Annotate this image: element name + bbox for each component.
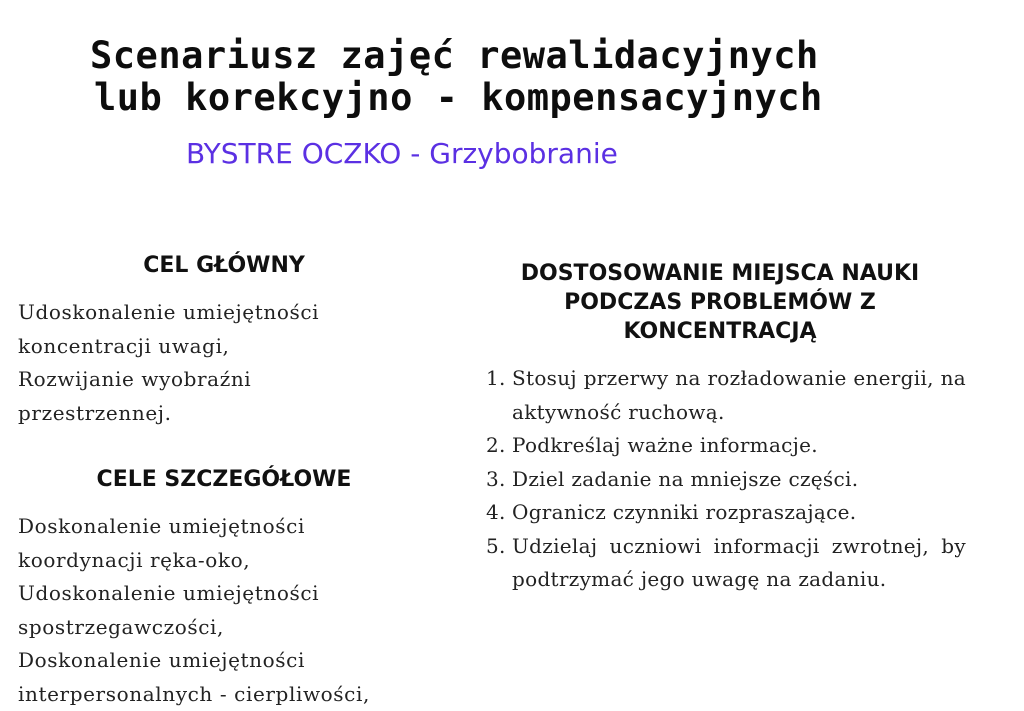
- list-item: [486, 530, 966, 597]
- specific-goals-text: [18, 510, 370, 711]
- specific-goal-line: Doskonalenie umiejętności: [18, 644, 370, 678]
- list-item-number: 1.: [486, 362, 512, 429]
- main-goal-line: koncentracji uwagi,: [18, 330, 319, 364]
- main-goal-line: Udoskonalenie umiejętności: [18, 296, 319, 330]
- list-item-number: 4.: [486, 496, 512, 530]
- list-item: [486, 362, 966, 429]
- list-item-text: Podkreślaj ważne informacje.: [512, 429, 966, 463]
- specific-goal-line: koordynacji ręka-oko,: [18, 544, 370, 578]
- page-title-line-2: lub korekcyjno - kompensacyjnych: [94, 78, 823, 118]
- page-title-line-1: Scenariusz zajęć rewalidacyjnych: [90, 36, 819, 76]
- list-item: [486, 463, 966, 497]
- list-item-text: Dziel zadanie na mniejsze części.: [512, 463, 966, 497]
- specific-goal-line: Doskonalenie umiejętności: [18, 510, 370, 544]
- list-item-number: 3.: [486, 463, 512, 497]
- specific-goal-line: spostrzegawczości,: [18, 611, 370, 645]
- specific-goal-line: Udoskonalenie umiejętności: [18, 577, 370, 611]
- main-goal-text: [18, 296, 319, 430]
- list-item-text: Udzielaj uczniowi informacji zwrotnej, by podtrzymać jego uwagę na zadaniu.: [512, 530, 966, 597]
- adaptation-heading: DOSTOSOWANIE MIEJSCA NAUKI PODCZAS PROBLEMÓW Z KONCENTRACJĄ: [480, 259, 960, 346]
- specific-goal-line: interpersonalnych - cierpliwości,: [18, 678, 370, 711]
- list-item-text: Ogranicz czynniki rozpraszające.: [512, 496, 966, 530]
- main-goal-line: Rozwijanie wyobraźni: [18, 363, 319, 397]
- page-subtitle: BYSTRE OCZKO - Grzybobranie: [186, 136, 618, 172]
- main-goal-line: przestrzennej.: [18, 397, 319, 431]
- list-item-number: 2.: [486, 429, 512, 463]
- list-item: [486, 429, 966, 463]
- list-item-number: 5.: [486, 530, 512, 597]
- specific-goals-heading: CELE SZCZEGÓŁOWE: [18, 466, 430, 493]
- adaptation-list: [486, 362, 966, 597]
- main-goal-heading: CEL GŁÓWNY: [18, 252, 430, 279]
- list-item: [486, 496, 966, 530]
- list-item-text: Stosuj przerwy na rozładowanie energii, na aktywność ruchową.: [512, 362, 966, 429]
